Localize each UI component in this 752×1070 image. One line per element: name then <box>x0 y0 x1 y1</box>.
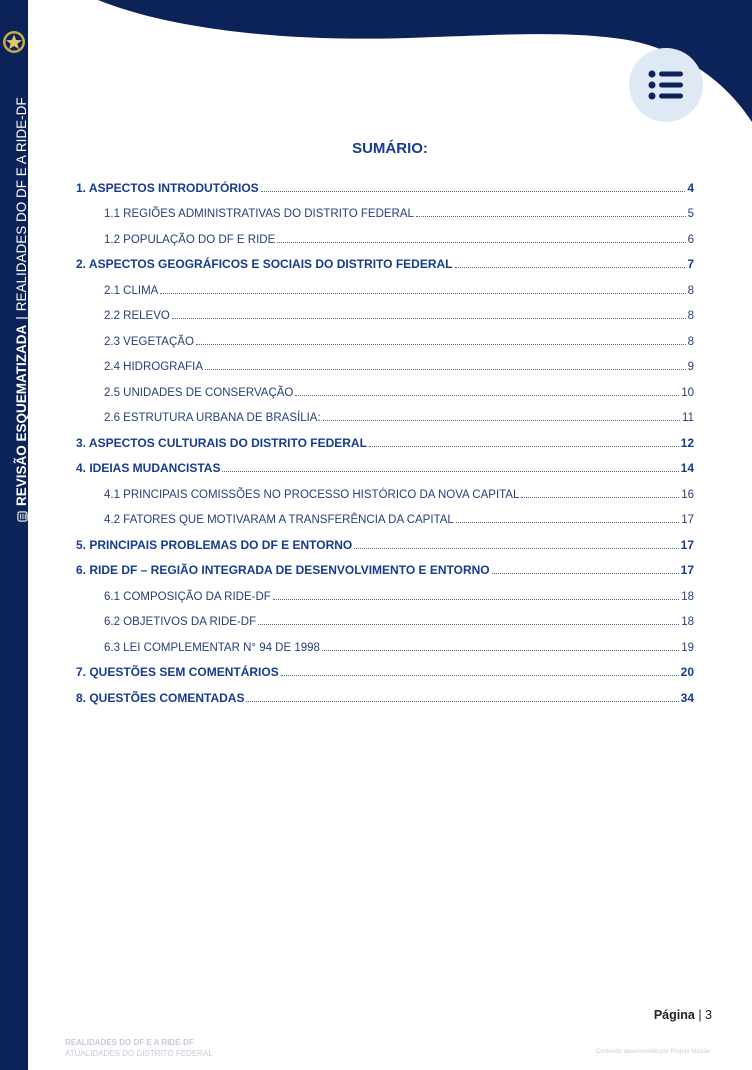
toc-entry-page: 9 <box>687 361 694 373</box>
toc-entry-page: 20 <box>680 665 694 679</box>
toc-entry[interactable] <box>76 348 694 374</box>
table-of-contents <box>76 169 694 705</box>
sidebar-separator: | <box>14 316 29 320</box>
toc-entry[interactable] <box>76 654 694 680</box>
toc-leader-dots <box>273 599 679 600</box>
toc-leader-dots <box>172 318 686 319</box>
sidebar <box>0 0 28 1070</box>
page-title: SUMÁRIO: <box>352 140 428 157</box>
toc-leader-dots <box>261 191 686 192</box>
toc-entry-page: 18 <box>681 590 694 603</box>
toc-entry-label: 7. QUESTÕES SEM COMENTÁRIOS <box>76 665 279 679</box>
footer-line-2: ATUALIDADES DO DISTRITO FEDERAL <box>65 1049 213 1058</box>
toc-entry-page: 8 <box>687 284 694 297</box>
toc-entry-page: 8 <box>687 335 694 348</box>
toc-leader-dots <box>455 267 686 268</box>
toc-entry[interactable] <box>76 322 694 348</box>
toc-entry-page: 16 <box>681 488 694 501</box>
toc-entry[interactable] <box>76 424 694 450</box>
toc-entry-label: 2.5 UNIDADES DE CONSERVAÇÃO <box>104 386 294 399</box>
toc-entry-label: 2.3 VEGETAÇÃO <box>104 335 194 348</box>
toc-leader-dots <box>258 624 679 625</box>
toc-entry[interactable] <box>76 169 694 195</box>
toc-entry-label: 1. ASPECTOS INTRODUTÓRIOS <box>76 180 259 195</box>
toc-leader-dots <box>246 701 678 702</box>
toc-entry-page: 17 <box>681 514 694 526</box>
toc-entry-page: 18 <box>681 616 694 628</box>
toc-leader-dots <box>369 446 679 447</box>
toc-entry-label: 6.1 COMPOSIÇÃO DA RIDE-DF <box>104 590 271 603</box>
toc-entry-page: 8 <box>687 310 694 322</box>
toc-entry-page: 5 <box>687 208 694 220</box>
toc-leader-dots <box>205 369 686 370</box>
toc-entry[interactable] <box>76 603 694 629</box>
footer-credit: Conteúdo desenvolvido por Projeto Missão. <box>595 1049 712 1055</box>
toc-entry[interactable] <box>76 628 694 654</box>
footer-line-1: REALIDADES DO DF E A RIDE-DF <box>65 1038 194 1047</box>
toc-entry-page: 4 <box>687 180 694 195</box>
toc-entry-label: 4.1 PRINCIPAIS COMISSÕES NO PROCESSO HISTÓRICO DA NOVA CAPITAL <box>104 488 520 501</box>
toc-leader-dots <box>416 216 686 217</box>
toc-entry[interactable] <box>76 475 694 501</box>
page-number-label: Página <box>653 1008 695 1022</box>
toc-entry-label: 1.1 REGIÕES ADMINISTRATIVAS DO DISTRITO FEDERAL <box>104 208 414 220</box>
toc-leader-dots <box>492 573 679 574</box>
menu-button[interactable] <box>629 48 703 122</box>
page-number-separator: | <box>694 1008 706 1022</box>
toc-leader-dots <box>456 522 679 523</box>
toc-entry[interactable] <box>76 679 694 705</box>
book-icon <box>17 511 28 522</box>
sidebar-bold-text: REVISÃO ESQUEMATIZADA <box>14 324 29 506</box>
toc-entry-page: 11 <box>682 412 694 424</box>
toc-leader-dots <box>323 420 680 421</box>
toc-entry-label: 8. QUESTÕES COMENTADAS <box>76 690 245 705</box>
page-number <box>654 1008 712 1022</box>
sidebar-regular-text: REALIDADES DO DF E A RIDE-DF <box>14 97 29 312</box>
toc-leader-dots <box>160 293 685 294</box>
toc-leader-dots <box>281 675 679 676</box>
toc-entry-label: 2.2 RELEVO <box>104 310 170 322</box>
toc-entry-label: 2.4 HIDROGRAFIA <box>104 361 204 373</box>
toc-entry-page: 10 <box>681 386 694 399</box>
toc-entry[interactable] <box>76 246 694 272</box>
list-icon <box>648 69 684 101</box>
toc-leader-dots <box>322 650 679 651</box>
toc-entry-label: 2.1 CLIMA <box>104 284 159 297</box>
toc-entry[interactable] <box>76 297 694 323</box>
toc-entry[interactable] <box>76 450 694 476</box>
toc-entry-label: 6.2 OBJETIVOS DA RIDE-DF <box>104 616 257 628</box>
star-seal-icon <box>2 30 26 54</box>
toc-entry[interactable] <box>76 373 694 399</box>
toc-entry-page: 12 <box>680 435 694 450</box>
toc-entry-page: 17 <box>680 537 694 552</box>
toc-leader-dots <box>196 344 686 345</box>
toc-entry[interactable] <box>76 220 694 246</box>
page-number-value: 3 <box>705 1008 712 1022</box>
toc-entry-label: 6.3 LEI COMPLEMENTAR N° 94 DE 1998 <box>104 641 320 654</box>
toc-entry[interactable] <box>76 195 694 221</box>
toc-entry[interactable] <box>76 577 694 603</box>
toc-entry[interactable] <box>76 399 694 425</box>
toc-entry-label: 4.2 FATORES QUE MOTIVARAM A TRANSFERÊNCIA DA CAPITAL <box>104 514 454 526</box>
toc-entry[interactable] <box>76 552 694 578</box>
toc-entry-page: 6 <box>687 233 694 246</box>
toc-entry[interactable] <box>76 501 694 527</box>
toc-leader-dots <box>354 548 678 549</box>
toc-entry-page: 34 <box>680 690 694 705</box>
toc-entry[interactable] <box>76 271 694 297</box>
toc-leader-dots <box>277 242 685 243</box>
toc-entry-page: 14 <box>680 461 694 475</box>
toc-entry-label: 1.2 POPULAÇÃO DO DF E RIDE <box>104 233 276 246</box>
toc-entry-page: 7 <box>687 257 694 271</box>
toc-leader-dots <box>521 497 679 498</box>
toc-entry-page: 19 <box>681 641 694 654</box>
toc-entry-label: 2.6 ESTRUTURA URBANA DE BRASÍLIA: <box>104 412 321 424</box>
toc-entry-label: 3. ASPECTOS CULTURAIS DO DISTRITO FEDERAL <box>76 435 367 450</box>
toc-leader-dots <box>295 395 679 396</box>
toc-entry-label: 2. ASPECTOS GEOGRÁFICOS E SOCIAIS DO DISTRITO FEDERAL <box>76 257 453 271</box>
toc-entry-label: 4. IDEIAS MUDANCISTAS <box>76 461 221 475</box>
toc-leader-dots <box>222 471 678 472</box>
toc-entry[interactable] <box>76 526 694 552</box>
toc-entry-page: 17 <box>680 563 694 577</box>
sidebar-vertical-title <box>14 97 30 522</box>
toc-entry-label: 6. RIDE DF – REGIÃO INTEGRADA DE DESENVOLVIMENTO E ENTORNO <box>76 563 490 577</box>
toc-entry-label: 5. PRINCIPAIS PROBLEMAS DO DF E ENTORNO <box>76 537 353 552</box>
